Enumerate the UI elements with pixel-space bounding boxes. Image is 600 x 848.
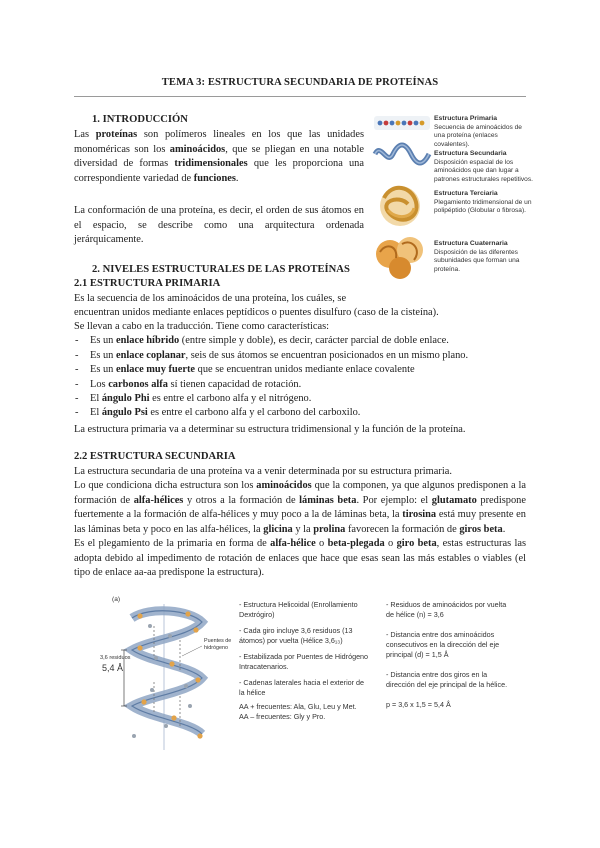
secondary-structure-image bbox=[375, 145, 429, 163]
level-tertiary bbox=[434, 190, 534, 216]
quaternary-structure-image bbox=[376, 237, 423, 279]
secondary-paragraph-3: Es el plegamiento de la primaria en forma de alfa-hélice o beta-plegada o giro beta, estas estructuras las adopta debido al impedimento de rotación de enlaces que hace que esas sean las más estables o viables (el tipo de enlace aa-aa predispone la estructura). bbox=[74, 538, 526, 578]
hbond-label: Puentes de hidrógeno bbox=[204, 638, 232, 651]
helix-residues-label: 3,6 residuos bbox=[100, 655, 131, 661]
intro-paragraph-1: Las proteínas son polímeros lineales en los que las unidades monoméricas son los aminoácidos, que se pliegan en una notable diversidad de formas tridimensionales que les proporciona una correspondiente variedad de funciones. bbox=[74, 129, 365, 184]
level-secondary-name: Estructura Secundaria bbox=[434, 150, 507, 157]
helix-pitch-label: 5,4 Å bbox=[102, 663, 124, 673]
primary-characteristics-intro: Se llevan a cabo en la traducción. Tiene como características: bbox=[74, 321, 330, 332]
level-secondary bbox=[434, 150, 534, 184]
level-quaternary-name: Estructura Cuaternaria bbox=[434, 240, 508, 247]
primary-paragraph-line-2: encuentran unidos mediante enlaces peptídicos o puentes disulfuro (caso de la cisteína). bbox=[74, 307, 439, 318]
list-item: - Es un enlace híbrido (entre simple y doble), es decir, carácter parcial de doble enlace. bbox=[90, 334, 449, 349]
list-item: - Es un enlace muy fuerte que se encuentran unidos mediante enlace covalente bbox=[90, 363, 415, 378]
helix-panel-label: (a) bbox=[112, 596, 121, 603]
list-item: - Los carbonos alfa sí tienen capacidad de rotación. bbox=[90, 378, 301, 393]
intro-paragraph-2: La conformación de una proteína, es decir, el orden de sus átomos en el espacio, se describe como una arquitectura ordenada jerárquicamente. bbox=[74, 205, 364, 245]
list-item: - El ángulo Phi es entre el carbono alfa y el nitrógeno. bbox=[90, 392, 311, 407]
structure-levels-figure bbox=[372, 110, 532, 280]
level-primary bbox=[434, 115, 534, 149]
primary-paragraph-line-1: Es la secuencia de los aminoácidos de una proteína, los cuáles, se bbox=[74, 293, 347, 304]
level-primary-name: Estructura Primaria bbox=[434, 115, 498, 122]
alpha-helix-figure bbox=[100, 596, 234, 754]
secondary-paragraph-2: Lo que condiciona dicha estructura son los aminoácidos que la componen, ya que algunos predisponen a la formación de alfa-hélices y otros a la formación de láminas beta. Por ejemplo: el glutamato predispone fuertemente a la formación de alfa-hélices y muy poco a la de láminas beta, la tirosina está muy presente en las láminas beta y poco en las alfa-hélices, la glicina y la prolina favorecen la formación de giros beta. bbox=[74, 480, 526, 535]
note-pitch-def: - Distancia entre dos giros en la dirección del eje principal de la hélice. bbox=[386, 670, 508, 689]
structure-levels-illustration bbox=[372, 110, 432, 280]
subsection-secondary-heading: 2.2 ESTRUCTURA SECUNDARIA bbox=[74, 451, 236, 462]
subsection-primary-heading: 2.1 ESTRUCTURA PRIMARIA bbox=[74, 278, 221, 289]
note-hbonds: - Estabilizada por Puentes de Hidrógeno Intracatenarios. bbox=[239, 652, 369, 671]
note-pitch-calc: p = 3,6 x 1,5 = 5,4 Å bbox=[386, 700, 451, 709]
alpha-helix-illustration bbox=[110, 596, 234, 754]
note-d: - Distancia entre dos aminoácidos consecutivos en la dirección del eje principal (d) = 1,5 Å bbox=[386, 630, 500, 659]
note-aa-frequent: AA + frecuentes: Ala, Glu, Leu y Met. bbox=[239, 702, 357, 711]
level-primary-desc: Secuencia de aminoácidos de una proteína (enlaces covalentes). bbox=[434, 123, 522, 148]
level-quaternary-desc: Disposición de las diferentes subunidades que forman una proteína. bbox=[434, 248, 520, 273]
page-title: TEMA 3: ESTRUCTURA SECUNDARIA DE PROTEÍNAS bbox=[161, 77, 439, 88]
helix-notes-left bbox=[239, 600, 369, 722]
note-helicoidal: - Estructura Helicoidal (Enrollamiento Dextrógiro) bbox=[239, 600, 358, 619]
section-1-heading: 1. INTRODUCCIÓN bbox=[92, 114, 188, 125]
level-tertiary-name: Estructura Terciaria bbox=[434, 190, 498, 197]
primary-conclusion: La estructura primaria va a determinar su estructura tridimensional y la función de la proteína. bbox=[74, 424, 466, 435]
note-side-chains: - Cadenas laterales hacia el exterior de la hélice bbox=[239, 678, 365, 697]
note-aa-infrequent: AA – frecuentes: Gly y Pro. bbox=[239, 712, 326, 721]
note-residues-per-turn: - Cada giro incluye 3,6 residuos (13 átomos) por vuelta (Hélice 3,6₁₃) bbox=[239, 626, 353, 645]
note-n: - Residuos de aminoácidos por vuelta de hélice (n) = 3,6 bbox=[386, 600, 507, 619]
tertiary-structure-image bbox=[380, 186, 420, 226]
level-secondary-desc: Disposición espacial de los aminoácidos que dan lugar a patrones estructurales repetitivos. bbox=[434, 158, 533, 183]
list-item: - El ángulo Psi es entre el carbono alfa y el carbono del carboxilo. bbox=[90, 406, 360, 421]
section-2-heading: 2. NIVELES ESTRUCTURALES DE LAS PROTEÍNAS bbox=[92, 264, 350, 275]
list-item: - Es un enlace coplanar, seis de sus átomos se encuentran posicionados en un mismo plano. bbox=[90, 349, 468, 364]
secondary-paragraph-1: La estructura secundaria de una proteína va a venir determinada por su estructura primaria. bbox=[74, 466, 452, 477]
primary-structure-image bbox=[374, 116, 430, 130]
level-tertiary-desc: Plegamiento tridimensional de un polipéptido (Globular o fibrosa). bbox=[434, 198, 532, 215]
title-divider bbox=[74, 96, 526, 97]
helix-notes-right bbox=[386, 600, 516, 710]
level-quaternary bbox=[434, 240, 534, 274]
